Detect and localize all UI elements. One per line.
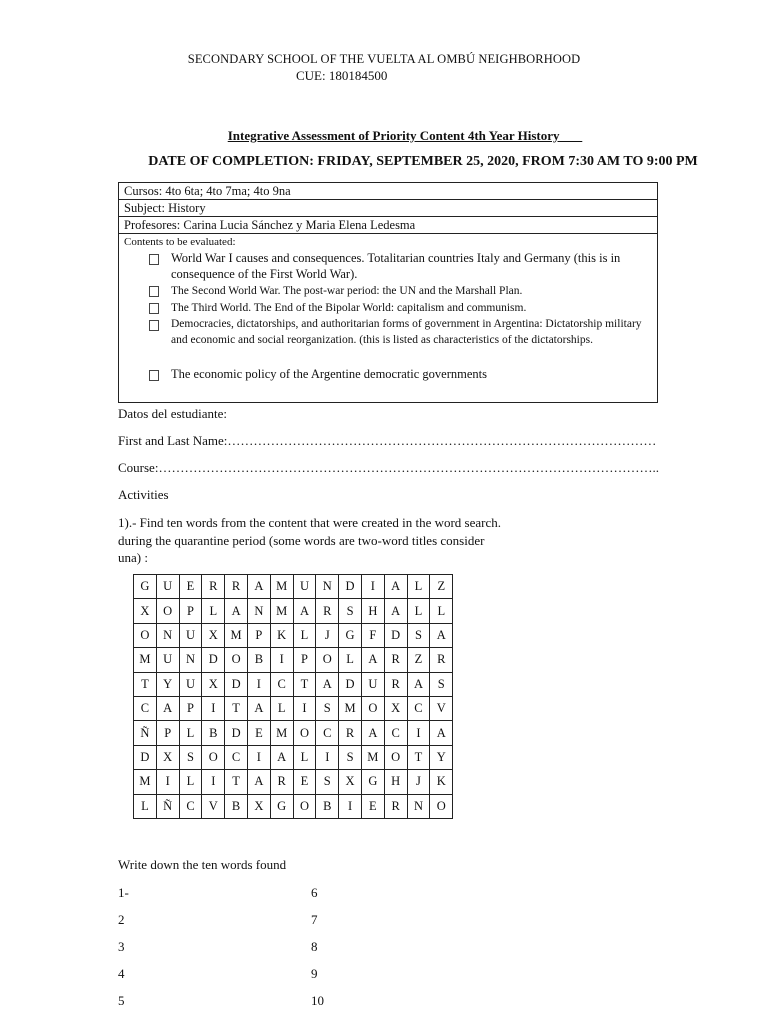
grid-row xyxy=(134,794,453,818)
grid-row xyxy=(134,623,453,647)
answer-label: 3 xyxy=(118,939,125,954)
grid-cell: I xyxy=(407,721,430,745)
instruction-line-1: 1).- Find ten words from the content that were created in the word search. xyxy=(118,515,502,530)
grid-cell: T xyxy=(293,672,316,696)
grid-cell: H xyxy=(361,599,384,623)
instruction-line-2: during the quarantine period (some words are two-word titles consider xyxy=(118,533,485,548)
grid-cell: A xyxy=(316,672,339,696)
grid-cell: N xyxy=(156,623,179,647)
grid-cell: A xyxy=(247,575,270,599)
grid-cell: S xyxy=(339,599,362,623)
grid-cell: O xyxy=(156,599,179,623)
grid-cell: E xyxy=(247,721,270,745)
grid-cell: A xyxy=(407,672,430,696)
grid-cell: E xyxy=(361,794,384,818)
cursos-row: Cursos: 4to 6ta; 4to 7ma; 4to 9na xyxy=(119,183,657,200)
grid-cell: L xyxy=(179,721,202,745)
grid-row xyxy=(134,648,453,672)
grid-cell: M xyxy=(339,696,362,720)
grid-cell: G xyxy=(361,770,384,794)
grid-cell: P xyxy=(156,721,179,745)
grid-cell: X xyxy=(202,623,225,647)
grid-cell: L xyxy=(407,599,430,623)
grid-cell: J xyxy=(407,770,430,794)
grid-cell: A xyxy=(430,623,453,647)
grid-cell: M xyxy=(270,599,293,623)
subject-row: Subject: History xyxy=(119,200,657,217)
school-name: SECONDARY SCHOOL OF THE VUELTA AL OMBÚ NEIGHBORHOOD xyxy=(187,52,581,66)
answer-label: 8 xyxy=(311,939,318,954)
grid-cell: O xyxy=(293,721,316,745)
grid-cell: M xyxy=(361,745,384,769)
content-item-5: The economic policy of the Argentine democratic governments xyxy=(171,367,487,381)
instruction-line-3: una) : xyxy=(118,550,148,565)
grid-cell: C xyxy=(384,721,407,745)
grid-cell: A xyxy=(247,770,270,794)
grid-cell: C xyxy=(134,696,157,720)
grid-cell: G xyxy=(270,794,293,818)
answer-label: 9 xyxy=(311,966,318,981)
bullet-icon xyxy=(149,254,159,265)
grid-cell: U xyxy=(179,672,202,696)
grid-cell: T xyxy=(225,770,248,794)
grid-cell: S xyxy=(179,745,202,769)
grid-cell: D xyxy=(384,623,407,647)
grid-cell: B xyxy=(247,648,270,672)
grid-cell: R xyxy=(202,575,225,599)
grid-cell: J xyxy=(316,623,339,647)
grid-cell: R xyxy=(225,575,248,599)
grid-cell: L xyxy=(293,745,316,769)
grid-row xyxy=(134,696,453,720)
grid-cell: L xyxy=(270,696,293,720)
grid-cell: U xyxy=(156,575,179,599)
grid-cell: M xyxy=(270,575,293,599)
grid-cell: I xyxy=(293,696,316,720)
grid-cell: L xyxy=(293,623,316,647)
grid-cell: C xyxy=(179,794,202,818)
grid-row xyxy=(134,770,453,794)
profesores-row: Profesores: Carina Lucia Sánchez y Maria Elena Ledesma xyxy=(119,217,657,234)
grid-cell: N xyxy=(316,575,339,599)
grid-cell: N xyxy=(247,599,270,623)
grid-cell: O xyxy=(316,648,339,672)
grid-cell: A xyxy=(384,599,407,623)
grid-cell: A xyxy=(293,599,316,623)
content-item-1: World War I causes and consequences. Totalitarian countries Italy and Germany (this is in consequence of the First World War). xyxy=(171,251,621,281)
course-field-line: Course:…………………………………………………………………………………………………….. xyxy=(118,460,659,475)
cue-number: CUE: 180184500 xyxy=(296,68,388,83)
grid-cell: M xyxy=(134,648,157,672)
grid-cell: E xyxy=(293,770,316,794)
grid-row xyxy=(134,721,453,745)
grid-cell: A xyxy=(156,696,179,720)
grid-cell: A xyxy=(361,648,384,672)
completion-date: DATE OF COMPLETION: FRIDAY, SEPTEMBER 25, 2020, FROM 7:30 AM TO 9:00 PM xyxy=(148,154,698,169)
grid-cell: Z xyxy=(407,648,430,672)
grid-cell: I xyxy=(247,672,270,696)
grid-cell: U xyxy=(293,575,316,599)
grid-row xyxy=(134,745,453,769)
grid-cell: O xyxy=(202,745,225,769)
grid-cell: O xyxy=(430,794,453,818)
grid-cell: G xyxy=(134,575,157,599)
grid-cell: X xyxy=(156,745,179,769)
grid-cell: I xyxy=(156,770,179,794)
grid-cell: Y xyxy=(430,745,453,769)
content-item-2: The Second World War. The post-war period: the UN and the Marshall Plan. xyxy=(171,285,523,297)
grid-cell: U xyxy=(361,672,384,696)
grid-cell: A xyxy=(384,575,407,599)
grid-cell: N xyxy=(179,648,202,672)
grid-cell: X xyxy=(339,770,362,794)
grid-cell: R xyxy=(384,794,407,818)
grid-cell: E xyxy=(179,575,202,599)
grid-cell: O xyxy=(134,623,157,647)
answer-label: 1- xyxy=(118,885,129,900)
activities-heading: Activities xyxy=(118,487,169,502)
grid-cell: M xyxy=(270,721,293,745)
grid-cell: T xyxy=(407,745,430,769)
answer-label: 5 xyxy=(118,993,125,1008)
grid-cell: K xyxy=(430,770,453,794)
grid-cell: U xyxy=(179,623,202,647)
grid-cell: P xyxy=(293,648,316,672)
assessment-title-text: Integrative Assessment of Priority Content 4th Year History xyxy=(227,128,560,143)
grid-cell: S xyxy=(339,745,362,769)
grid-cell: V xyxy=(202,794,225,818)
grid-cell: D xyxy=(339,672,362,696)
answer-label: 7 xyxy=(311,912,318,927)
bullet-icon xyxy=(149,320,159,331)
grid-cell: X xyxy=(134,599,157,623)
grid-cell: S xyxy=(316,696,339,720)
grid-row xyxy=(134,575,453,599)
grid-cell: Z xyxy=(430,575,453,599)
content-item-3: The Third World. The End of the Bipolar World: capitalism and communism. xyxy=(171,302,527,314)
title-underline-tail xyxy=(560,128,583,143)
grid-cell: G xyxy=(339,623,362,647)
grid-cell: I xyxy=(339,794,362,818)
grid-cell: Ñ xyxy=(134,721,157,745)
grid-cell: L xyxy=(339,648,362,672)
grid-cell: A xyxy=(225,599,248,623)
grid-row xyxy=(134,672,453,696)
grid-cell: P xyxy=(247,623,270,647)
grid-row xyxy=(134,599,453,623)
answer-label: 2 xyxy=(118,912,125,927)
grid-cell: S xyxy=(316,770,339,794)
grid-cell: R xyxy=(270,770,293,794)
grid-cell: O xyxy=(225,648,248,672)
grid-cell: D xyxy=(134,745,157,769)
grid-cell: U xyxy=(156,648,179,672)
grid-cell: H xyxy=(384,770,407,794)
grid-cell: C xyxy=(407,696,430,720)
grid-cell: R xyxy=(384,672,407,696)
answer-label: 6 xyxy=(311,885,318,900)
grid-cell: I xyxy=(270,648,293,672)
grid-cell: D xyxy=(225,721,248,745)
grid-cell: O xyxy=(361,696,384,720)
grid-cell: N xyxy=(407,794,430,818)
grid-cell: P xyxy=(179,599,202,623)
grid-cell: M xyxy=(134,770,157,794)
grid-cell: X xyxy=(384,696,407,720)
grid-cell: I xyxy=(247,745,270,769)
grid-cell: I xyxy=(316,745,339,769)
grid-cell: C xyxy=(270,672,293,696)
grid-cell: I xyxy=(361,575,384,599)
grid-cell: L xyxy=(202,599,225,623)
grid-cell: B xyxy=(202,721,225,745)
grid-cell: A xyxy=(361,721,384,745)
grid-cell: L xyxy=(134,794,157,818)
grid-cell: A xyxy=(247,696,270,720)
grid-cell: O xyxy=(384,745,407,769)
grid-cell: B xyxy=(225,794,248,818)
name-field-line: First and Last Name:……………………………………………………………………………………… xyxy=(118,433,657,448)
grid-cell: X xyxy=(247,794,270,818)
grid-cell: S xyxy=(430,672,453,696)
grid-cell: X xyxy=(202,672,225,696)
grid-cell: L xyxy=(179,770,202,794)
write-down-instruction: Write down the ten words found xyxy=(118,857,287,872)
grid-cell: R xyxy=(316,599,339,623)
grid-cell: Y xyxy=(156,672,179,696)
student-data-heading: Datos del estudiante: xyxy=(118,406,228,421)
content-item-4: Democracies, dictatorships, and authoritarian forms of government in Argentina: Dictatorship military and economic and social reorganization. (this is listed as characteristics of the dictatorships. xyxy=(171,318,642,346)
answer-label: 10 xyxy=(311,993,324,1008)
grid-cell: T xyxy=(134,672,157,696)
grid-cell: D xyxy=(202,648,225,672)
grid-cell: S xyxy=(407,623,430,647)
grid-cell: K xyxy=(270,623,293,647)
grid-cell: I xyxy=(202,696,225,720)
grid-cell: C xyxy=(225,745,248,769)
grid-cell: T xyxy=(225,696,248,720)
answer-label: 4 xyxy=(118,966,125,981)
contents-label: Contents to be evaluated: xyxy=(124,236,236,248)
grid-cell: D xyxy=(225,672,248,696)
grid-cell: F xyxy=(361,623,384,647)
grid-cell: M xyxy=(225,623,248,647)
grid-cell: A xyxy=(270,745,293,769)
grid-cell: A xyxy=(430,721,453,745)
word-search-grid xyxy=(133,574,453,819)
grid-cell: I xyxy=(202,770,225,794)
grid-cell: P xyxy=(179,696,202,720)
bullet-icon xyxy=(149,303,159,314)
grid-cell: R xyxy=(430,648,453,672)
grid-cell: V xyxy=(430,696,453,720)
grid-cell: D xyxy=(339,575,362,599)
grid-cell: Ñ xyxy=(156,794,179,818)
course-info-box xyxy=(118,182,658,403)
grid-cell: R xyxy=(339,721,362,745)
assessment-title xyxy=(0,128,768,144)
grid-cell: B xyxy=(316,794,339,818)
grid-cell: R xyxy=(384,648,407,672)
grid-cell: C xyxy=(316,721,339,745)
grid-cell: O xyxy=(293,794,316,818)
bullet-icon xyxy=(149,286,159,297)
grid-cell: L xyxy=(430,599,453,623)
grid-cell: L xyxy=(407,575,430,599)
bullet-icon xyxy=(149,370,159,381)
